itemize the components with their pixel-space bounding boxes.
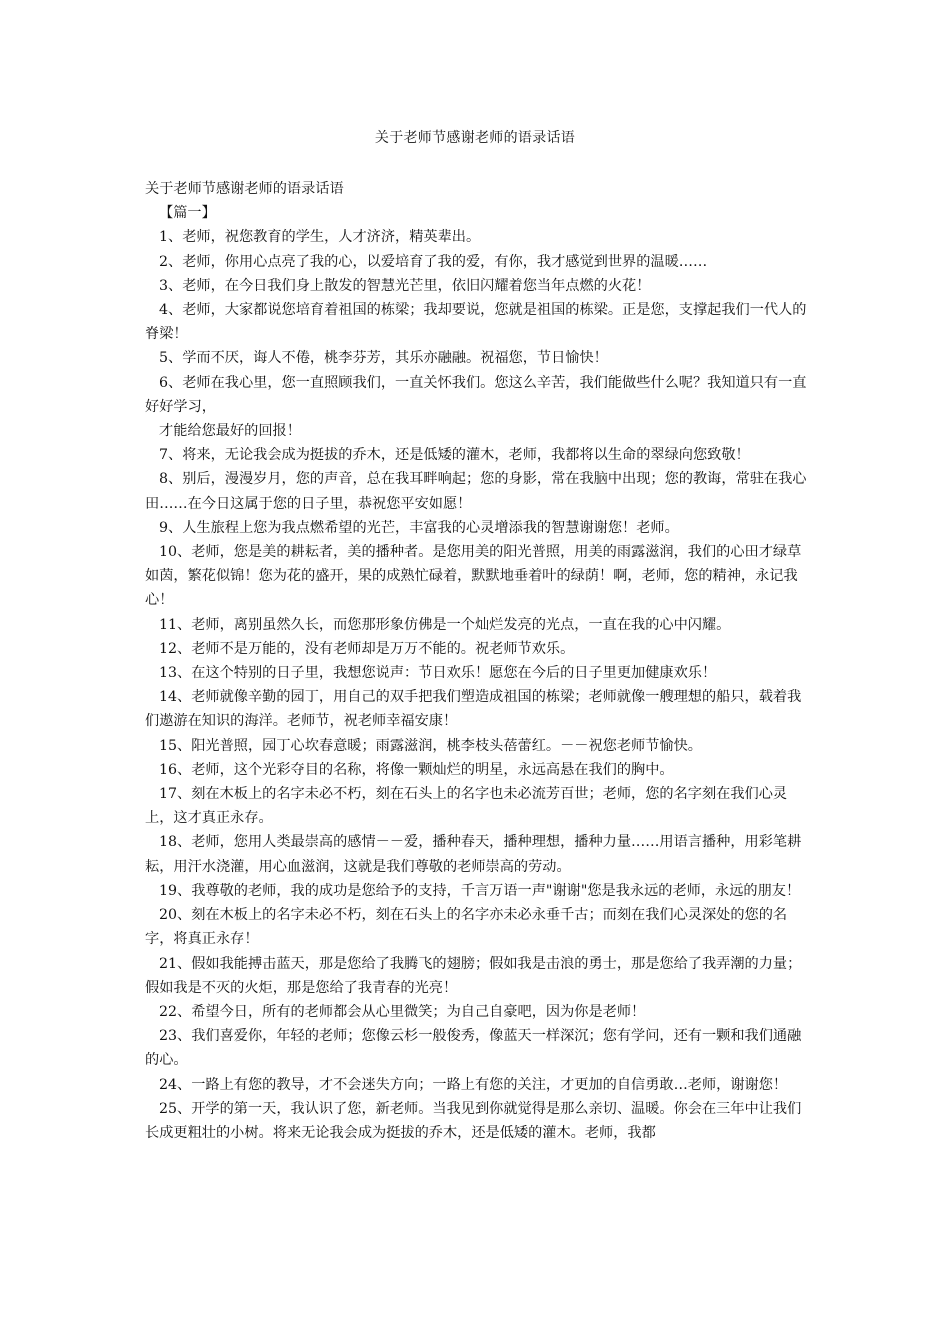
list-item: 20、刻在木板上的名字未必不朽，刻在石头上的名字亦未必永垂千古；而刻在我们心灵深处的您的名字，将真正永存！ xyxy=(145,907,788,948)
list-item: 7、将来，无论我会成为挺拔的乔木，还是低矮的灌木，老师，我都将以生命的翠绿向您致敬！ xyxy=(159,447,750,464)
list-item: 10、老师，您是美的耕耘者，美的播种者。是您用美的阳光普照，用美的雨露滋润，我们的心田才绿草如茵，繁花似锦！您为花的盛开，果的成熟忙碌着，默默地垂着叶的绿荫！啊，老师，您的精神，永记我心！ xyxy=(145,544,802,609)
body-heading: 关于老师节感谢老师的语录话语 xyxy=(145,181,344,197)
section-label: 【篇一】 xyxy=(159,205,216,222)
list-item: 5、学而不厌，诲人不倦，桃李芬芳，其乐亦融融。祝福您，节日愉快！ xyxy=(159,350,608,367)
list-item: 17、刻在木板上的名字未必不朽，刻在石头上的名字也未必流芳百世；老师，您的名字刻在我们心灵上，这才真正永存。 xyxy=(145,786,788,827)
list-item: 18、老师，您用人类最崇高的感情－－爱，播种春天，播种理想，播种力量……用语言播种，用彩笔耕耘，用汗水浇灌，用心血滋润，这就是我们尊敬的老师崇高的劳动。 xyxy=(145,834,802,875)
document-title: 关于老师节感谢老师的语录话语 xyxy=(374,130,576,146)
list-item: 22、希望今日，所有的老师都会从心里微笑；为自己自豪吧，因为你是老师！ xyxy=(159,1003,646,1020)
list-item: 9、人生旅程上您为我点燃希望的光芒，丰富我的心灵增添我的智慧谢谢您！老师。 xyxy=(159,519,679,536)
list-item: 3、老师，在今日我们身上散发的智慧光芒里，依旧闪耀着您当年点燃的火花！ xyxy=(159,277,651,294)
list-item: 4、老师，大家都说您培育着祖国的栋梁；我却要说，您就是祖国的栋梁。正是您，支撑起我们一代人的脊梁！ xyxy=(145,302,807,343)
list-item: 14、老师就像辛勤的园丁，用自己的双手把我们塑造成祖国的栋梁；老师就像一艘理想的船只，载着我们遨游在知识的海洋。老师节，祝老师幸福安康！ xyxy=(145,689,802,730)
list-item: 21、假如我能搏击蓝天，那是您给了我腾飞的翅膀；假如我是击浪的勇士，那是您给了我弄潮的力量；假如我是不灭的火炬，那是您给了我青春的光亮！ xyxy=(145,955,802,996)
list-item: 25、开学的第一天，我认识了您，新老师。当我见到你就觉得是那么亲切、温暖。你会在三年中让我们长成更粗壮的小树。将来无论我会成为挺拔的乔木，还是低矮的灌木。老师，我都 xyxy=(145,1100,802,1141)
list-item: 23、我们喜爱你，年轻的老师；您像云杉一般俊秀，像蓝天一样深沉；您有学问，还有一颗和我们通融的心。 xyxy=(145,1028,802,1069)
list-item: 12、老师不是万能的，没有老师却是万万不能的。祝老师节欢乐。 xyxy=(159,640,575,657)
list-item: 24、一路上有您的教导，才不会迷失方向；一路上有您的关注，才更加的自信勇敢…老师，谢谢您！ xyxy=(159,1076,788,1093)
list-item-continuation: 才能给您最好的回报！ xyxy=(159,423,301,440)
list-item: 16、老师，这个光彩夺目的名称，将像一颗灿烂的明星，永远高悬在我们的胸中。 xyxy=(159,761,674,778)
list-item: 11、老师，离别虽然久长，而您那形象仿佛是一个灿烂发亮的光点，一直在我的心中闪耀。 xyxy=(159,616,731,633)
list-item: 2、老师，你用心点亮了我的心，以爱培育了我的爱，有你，我才感觉到世界的温暖…… xyxy=(159,253,708,270)
list-item: 8、别后，漫漫岁月，您的声音，总在我耳畔响起；您的身影，常在我脑中出现；您的教诲，常驻在我心田……在今日这属于您的日子里，恭祝您平安如愿！ xyxy=(145,471,807,512)
list-item: 13、在这个特别的日子里，我想您说声：节日欢乐！愿您在今后的日子里更加健康欢乐！ xyxy=(159,665,717,682)
list-item: 1、老师，祝您教育的学生，人才济济，精英辈出。 xyxy=(159,229,481,246)
list-item: 19、我尊敬的老师，我的成功是您给予的支持，千言万语一声"谢谢"您是我永远的老师，永远的朋友！ xyxy=(159,882,801,899)
list-item: 15、阳光普照，园丁心坎春意暖；雨露滋润，桃李枝头蓓蕾红。－－祝您老师节愉快。 xyxy=(159,737,702,754)
list-item: 6、老师在我心里，您一直照顾我们，一直关怀我们。您这么辛苦，我们能做些什么呢？我知道只有一直好好学习， xyxy=(145,374,807,415)
document-body xyxy=(145,177,811,1145)
